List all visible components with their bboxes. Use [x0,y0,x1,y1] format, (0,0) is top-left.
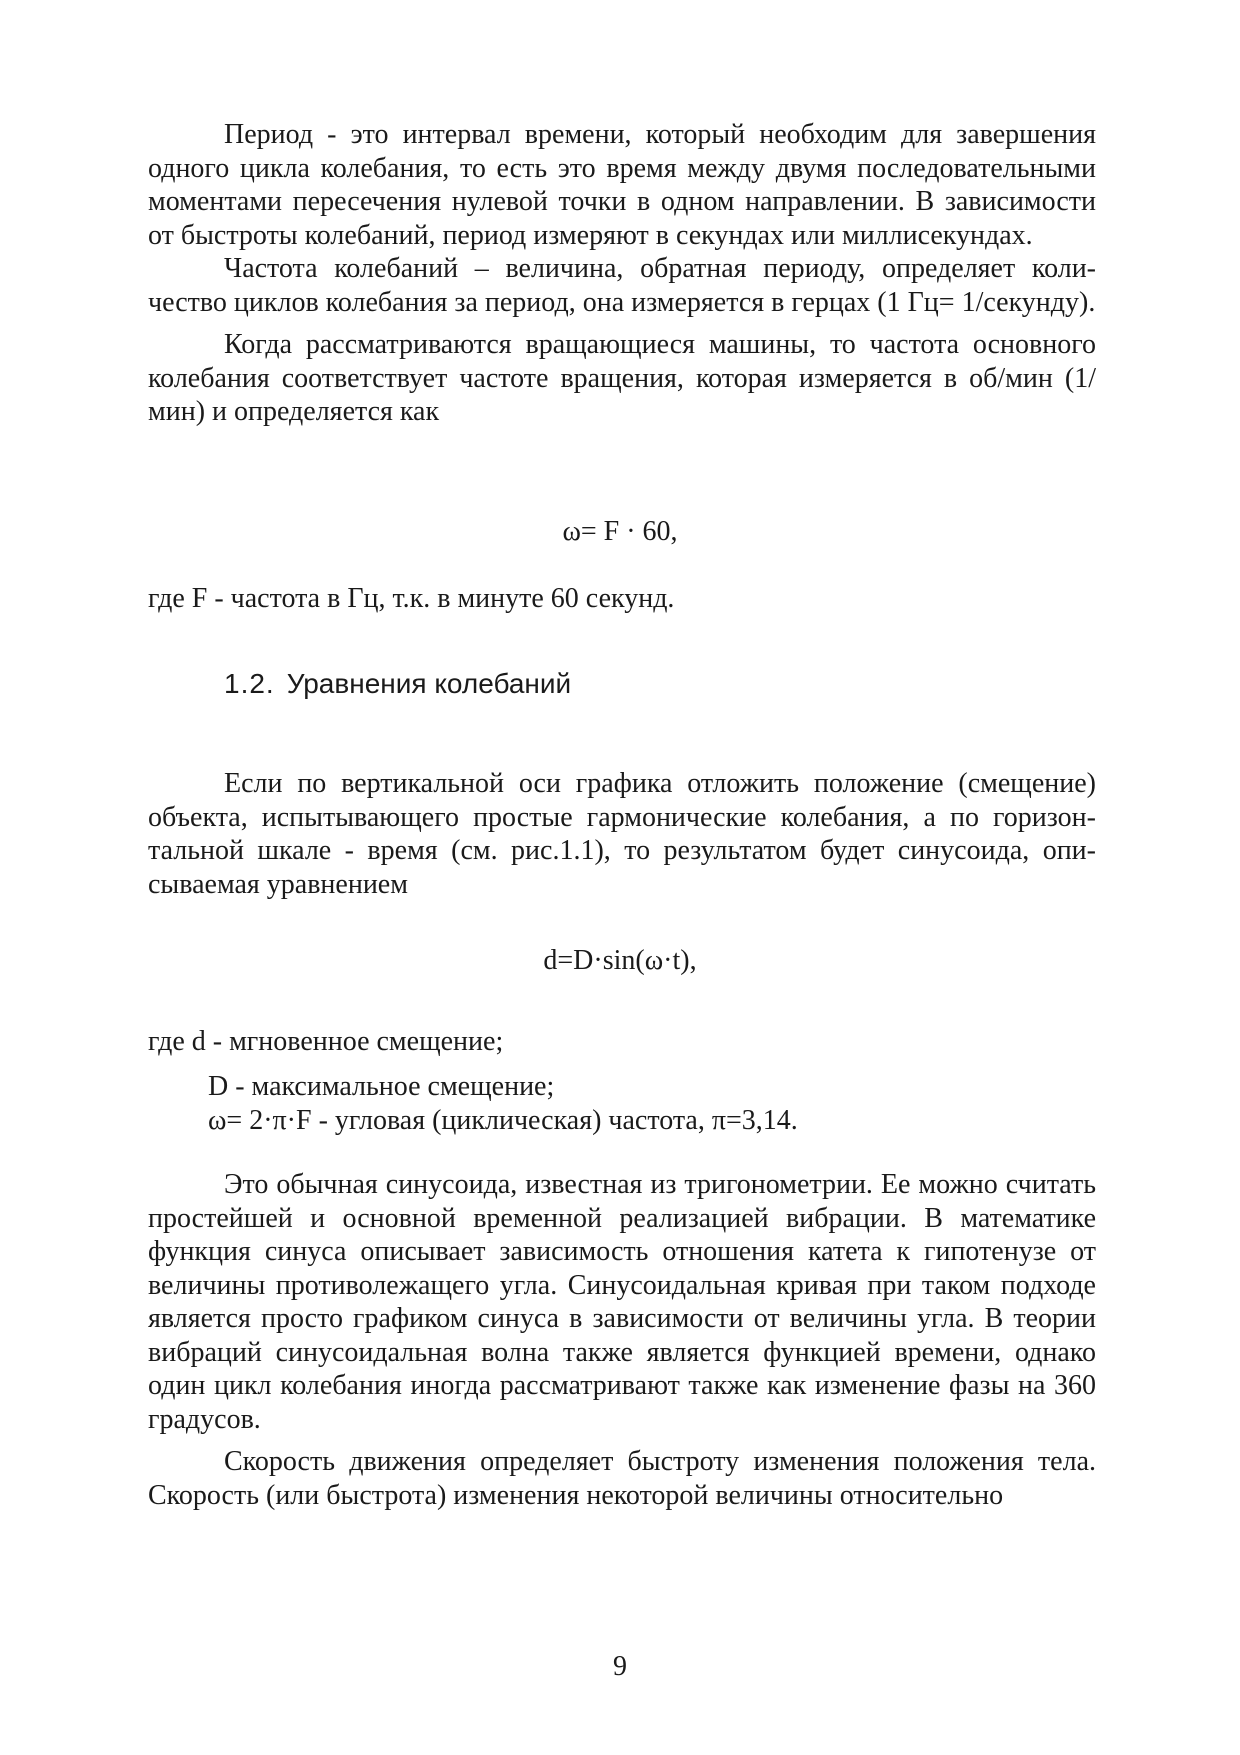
paragraph-where-f: где F - частота в Гц, т.к. в минуте 60 секунд. [148,583,675,614]
paragraph-period: Период - это интервал времени, который необходим для завершения одного цикла колебания, то есть это время между двумя последовательными моментами пересечения нулевой точки в одном направлении. В зависимости от быстроты колебаний, период измеряют в секундах или миллисекундах. [148,119,1096,251]
formula-omega: ω= F · 60, [562,516,678,547]
paragraph-rotating-machines: Когда рассматриваются вращающиеся машины, то частота основного колебания соответствует частоте вращения, которая измеряется в об/мин (1/мин) и определяется как [148,329,1096,427]
definition-angular-frequency: ω= 2·π·F - угловая (циклическая) частота, π=3,14. [208,1104,798,1136]
paragraph-graph: Если по вертикальной оси графика отложить положение (смещение) объекта, испытывающего простые гармонические колебания, а по горизонтальной шкале - время (см. рис.1.1), то результатом будет синусоида, описываемая уравнением [148,768,1096,900]
definition-list [208,1070,798,1137]
paragraph-where-d-group [148,1025,1096,1059]
paragraph-sinusoid-group [148,1168,1096,1512]
paragraph-graph-group [148,767,1096,901]
paragraph-sinusoid: Это обычная синусоида, известная из тригонометрии. Ее можно считать простейшей и основной временной реализацией вибрации. В математике функция синуса описывает зависимость отношения катета к гипотенузе от величины противолежащего угла. Синусоидальная кривая при таком подходе является просто графиком синуса в зависимости от величины угла. В теории вибраций синусоидальная волна также является функцией времени, однако один цикл колебания иногда рассматривают также как изменение фазы на 360 градусов. [148,1169,1096,1435]
paragraph-velocity: Скорость движения определяет быстроту изменения положения тела. Скорость (или быстрота) изменения некоторой величины относительно [148,1446,1096,1511]
paragraph-frequency: Частота колебаний – величина, обратная периоду, определяет количество циклов колебания за период, она измеряется в герцах (1 Гц= 1/секунду). [148,253,1096,318]
paragraph-where-d: где d - мгновенное смещение; [148,1026,504,1057]
paragraph-where-f-group [148,582,1096,616]
section-number: 1.2. [224,668,275,699]
formula-displacement: d=D·sin(ω·t), [543,945,697,976]
section-heading [224,666,571,702]
section-title: Уравнения колебаний [286,668,572,699]
definition-max-displacement: D - максимальное смещение; [208,1071,555,1102]
page-number: 9 [613,1651,627,1682]
paragraph-period-group [148,118,1096,429]
